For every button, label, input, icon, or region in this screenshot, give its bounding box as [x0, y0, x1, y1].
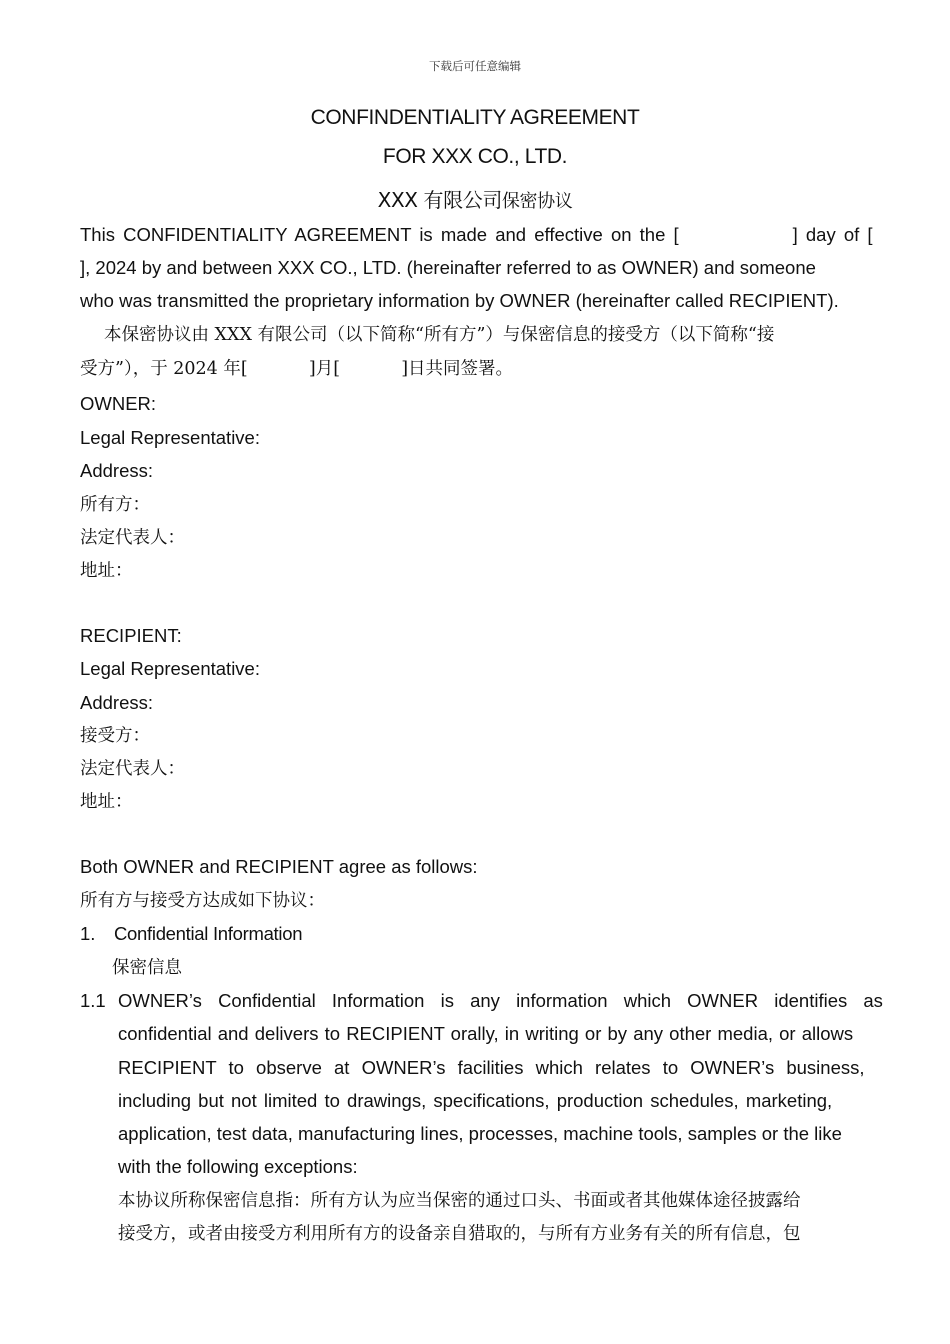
- intro-en-line-1: [80, 224, 873, 246]
- intro-en-line-2: ], 2024 by and between XXX CO., LTD. (hereinafter referred to as OWNER) and someone: [80, 257, 816, 278]
- owner-legal-rep-cn: 法定代表人：: [80, 528, 185, 548]
- owner-address: Address:: [80, 460, 154, 481]
- intro-cn-line-1: 本保密协议由 XXX 有限公司（以下简称“所有方”）与保密信息的接受方（以下简称“接: [104, 325, 775, 345]
- title-line-1: CONFINDENTIALITY AGREEMENT: [310, 106, 640, 129]
- recipient-label-cn: 接受方：: [80, 726, 150, 746]
- title-line-3-agreement: 保密协议: [501, 191, 573, 212]
- recipient-address-cn: 地址：: [80, 792, 133, 812]
- clause-1-1-cn-line-1: 本协议所称保密信息指：所有方认为应当保密的通过口头、书面或者其他媒体途径披露给: [118, 1191, 801, 1211]
- clause-1-1-line-3: RECIPIENT to observe at OWNER’s facilities which relates to OWNER’s business,: [118, 1057, 865, 1078]
- clause-1-1-line-2: confidential and delivers to RECIPIENT orally, in writing or by any other media, or allows: [118, 1023, 854, 1044]
- recipient-label: RECIPIENT:: [80, 625, 182, 646]
- owner-legal-rep: Legal Representative:: [80, 427, 260, 448]
- clause-1-1-line-6: with the following exceptions:: [118, 1156, 358, 1177]
- clause-1-1-line-5: application, test data, manufacturing lines, processes, machine tools, samples or the like: [118, 1123, 842, 1144]
- intro-cn-line-2: 受方”），于 2024 年[ ]月[ ]日共同签署。: [80, 359, 514, 379]
- owner-label: OWNER:: [80, 393, 157, 414]
- intro-en-line-3: who was transmitted the proprietary information by OWNER (hereinafter called RECIPIENT).: [80, 290, 839, 311]
- title-line-2: FOR XXX CO., LTD.: [382, 145, 568, 168]
- header-note: 下载后可任意编辑: [429, 59, 521, 73]
- title-line-3-company: XXX 有限公司: [377, 188, 502, 212]
- section-1-number: 1.: [80, 923, 96, 944]
- clause-1-1-cn-line-2: 接受方，或者由接受方利用所有方的设备亲自猎取的，与所有方业务有关的所有信息，包: [118, 1224, 801, 1244]
- title-line-3: [0, 184, 950, 213]
- recipient-legal-rep: Legal Representative:: [80, 658, 260, 679]
- owner-address-cn: 地址：: [80, 561, 133, 581]
- clause-1-1-line-1: OWNER’s Confidential Information is any information which OWNER identifies as: [118, 990, 883, 1011]
- section-1-title: Confidential Information: [114, 923, 303, 944]
- section-1-title-cn: 保密信息: [112, 958, 182, 978]
- clause-1-1-line-4: including but not limited to drawings, specifications, production schedules, marketing,: [118, 1090, 833, 1111]
- recipient-legal-rep-cn: 法定代表人：: [80, 759, 185, 779]
- clause-1-1-number: 1.1: [80, 990, 106, 1011]
- owner-label-cn: 所有方：: [80, 495, 150, 515]
- recipient-address: Address:: [80, 692, 154, 713]
- agree-cn: 所有方与接受方达成如下协议：: [80, 891, 325, 911]
- intro-en-line-1-text: This CONFIDENTIALITY AGREEMENT is made and effective on the [ ] day of [: [80, 224, 873, 245]
- agree-en: Both OWNER and RECIPIENT agree as follows:: [80, 856, 478, 877]
